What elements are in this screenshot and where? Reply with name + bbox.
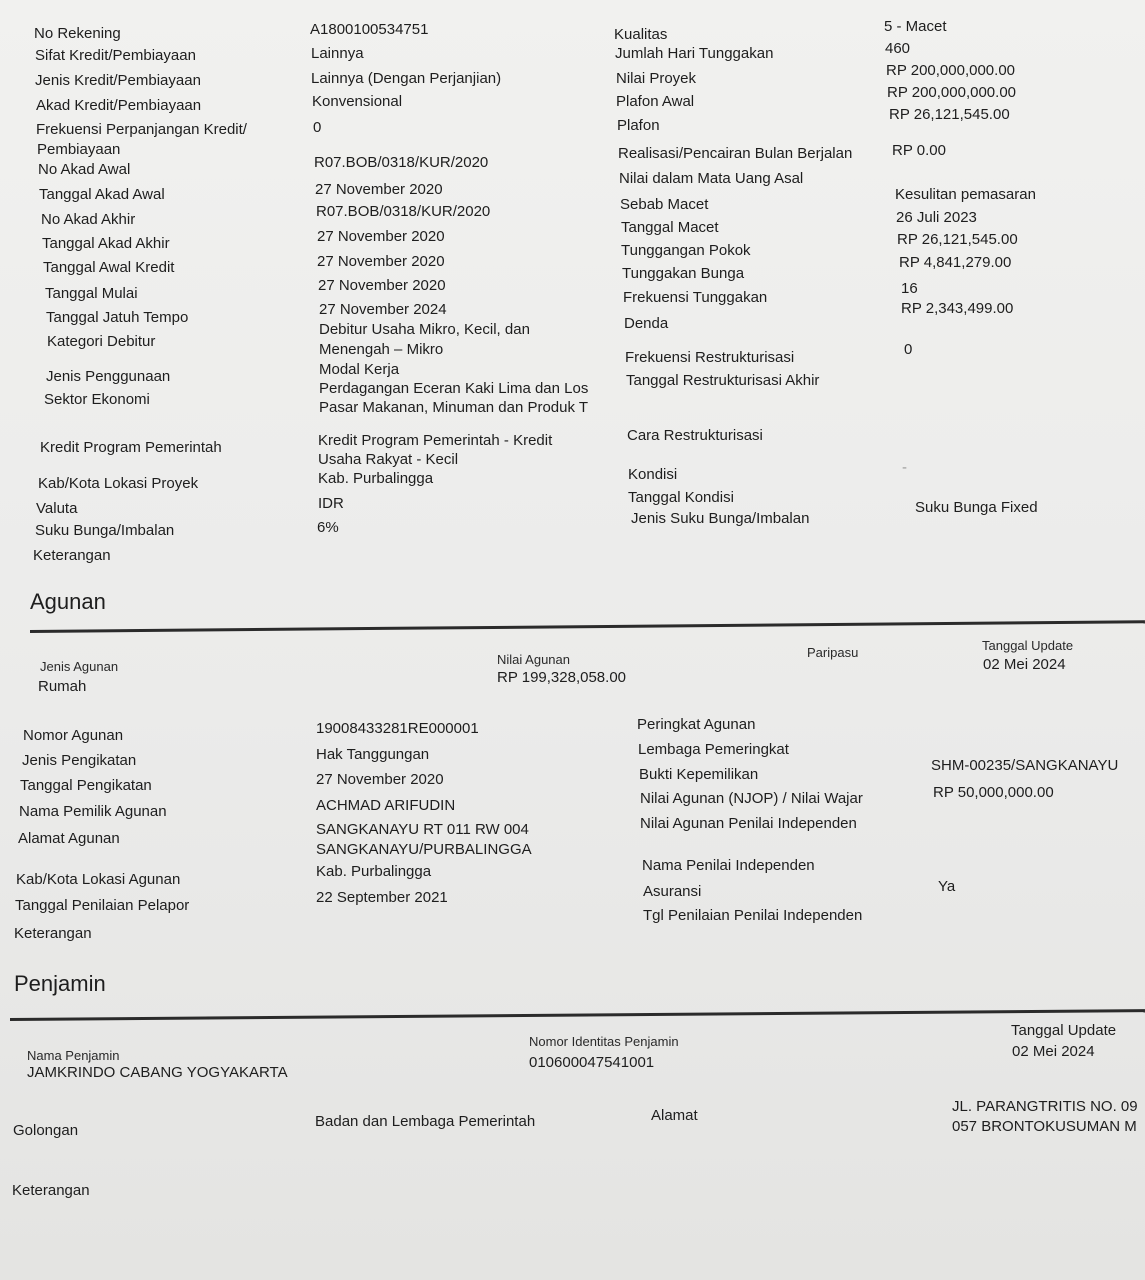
value-tunggangan-pokok: RP 26,121,545.00 [897, 231, 1018, 248]
label-tanggal-restrukturisasi: Tanggal Restrukturisasi Akhir [626, 372, 820, 389]
value-nomor-identitas-penjamin: 010600047541001 [529, 1054, 655, 1071]
label-nomor-agunan: Nomor Agunan [23, 727, 124, 744]
label-keterangan-kredit: Keterangan [33, 547, 111, 564]
value-jenis-suku-bunga: Suku Bunga Fixed [915, 499, 1038, 516]
label-lembaga-pemeringkat: Lembaga Pemeringkat [638, 741, 789, 758]
value-asuransi: Ya [938, 878, 956, 895]
value-kab-kota-agunan: Kab. Purbalingga [316, 863, 432, 880]
value-no-akad-awal: R07.BOB/0318/KUR/2020 [314, 154, 489, 171]
value-plafon-awal: RP 200,000,000.00 [887, 84, 1017, 101]
value-tunggakan-bunga: RP 4,841,279.00 [899, 254, 1012, 271]
value-jenis-agunan: Rumah [38, 678, 87, 695]
label-tunggangan-pokok: Tunggangan Pokok [621, 242, 751, 259]
section-title-agunan: Agunan [30, 589, 106, 614]
label-bukti-kepemilikan: Bukti Kepemilikan [639, 766, 759, 783]
value-kategori-debitur-2: Menengah – Mikro [319, 341, 444, 358]
label-paripasu: Paripasu [807, 645, 859, 660]
label-nama-penjamin: Nama Penjamin [27, 1048, 120, 1063]
value-alamat-penjamin-2: 057 BRONTOKUSUMAN M [952, 1118, 1137, 1135]
label-tanggal-awal-kredit: Tanggal Awal Kredit [43, 259, 175, 276]
value-kondisi: - [902, 459, 907, 476]
value-sektor-ekonomi: Perdagangan Eceran Kaki Lima dan Los [319, 380, 589, 397]
value-frekuensi-perpanjangan: 0 [313, 119, 322, 136]
value-tanggal-jatuh-tempo: 27 November 2024 [319, 301, 447, 318]
label-jumlah-hari-tunggakan: Jumlah Hari Tunggakan [615, 45, 774, 62]
label-jenis-suku-bunga: Jenis Suku Bunga/Imbalan [631, 510, 810, 527]
label-tanggal-update-penjamin: Tanggal Update [1011, 1022, 1117, 1039]
value-alamat-agunan: SANGKANAYU RT 011 RW 004 [316, 821, 529, 838]
value-bukti-kepemilikan: SHM-00235/SANGKANAYU [931, 757, 1119, 774]
value-tanggal-update-agunan: 02 Mei 2024 [983, 656, 1066, 673]
value-kategori-debitur: Debitur Usaha Mikro, Kecil, dan [319, 321, 530, 338]
label-plafon: Plafon [617, 117, 660, 134]
value-suku-bunga: 6% [317, 519, 339, 536]
label-tanggal-mulai: Tanggal Mulai [45, 285, 138, 302]
value-nilai-proyek: RP 200,000,000.00 [886, 62, 1016, 79]
value-kredit-program: Kredit Program Pemerintah - Kredit [318, 432, 553, 449]
penjamin-divider [10, 1009, 1145, 1021]
value-nama-pemilik-agunan: ACHMAD ARIFUDIN [316, 797, 456, 814]
label-kategori-debitur: Kategori Debitur [47, 333, 156, 350]
value-akad-kredit: Konvensional [312, 93, 403, 110]
label-peringkat-agunan: Peringkat Agunan [637, 716, 756, 733]
label-kab-kota-proyek: Kab/Kota Lokasi Proyek [38, 475, 199, 492]
value-no-akad-akhir: R07.BOB/0318/KUR/2020 [316, 203, 491, 220]
value-tanggal-akad-akhir: 27 November 2020 [317, 228, 445, 245]
label-nama-penilai-independen: Nama Penilai Independen [642, 857, 815, 874]
value-tanggal-awal-kredit: 27 November 2020 [317, 253, 445, 270]
value-jenis-penggunaan: Modal Kerja [319, 361, 400, 378]
value-frekuensi-restrukturisasi: 0 [904, 341, 913, 358]
label-no-rekening: No Rekening [34, 25, 121, 42]
label-alamat-agunan: Alamat Agunan [18, 830, 120, 847]
value-tanggal-pengikatan: 27 November 2020 [316, 771, 444, 788]
label-tanggal-akad-awal: Tanggal Akad Awal [39, 186, 165, 203]
label-jenis-agunan: Jenis Agunan [40, 659, 119, 674]
label-tanggal-kondisi: Tanggal Kondisi [628, 489, 734, 506]
label-kredit-program: Kredit Program Pemerintah [40, 439, 222, 456]
label-nomor-identitas-penjamin: Nomor Identitas Penjamin [529, 1034, 679, 1049]
value-golongan: Badan dan Lembaga Pemerintah [315, 1113, 536, 1130]
value-frekuensi-tunggakan: 16 [901, 280, 918, 297]
value-nomor-agunan: 19008433281RE000001 [316, 720, 479, 737]
value-no-rekening: A1800100534751 [310, 21, 429, 38]
value-jumlah-hari-tunggakan: 460 [885, 40, 911, 57]
value-plafon: RP 26,121,545.00 [889, 106, 1010, 123]
label-plafon-awal: Plafon Awal [616, 93, 695, 110]
label-sektor-ekonomi: Sektor Ekonomi [44, 391, 150, 408]
value-kab-kota-proyek: Kab. Purbalingga [318, 470, 434, 487]
label-nilai-agunan: Nilai Agunan [497, 652, 570, 667]
value-nilai-agunan-njop: RP 50,000,000.00 [933, 784, 1054, 801]
label-tanggal-update-agunan: Tanggal Update [982, 638, 1074, 653]
label-frekuensi-perpanjangan: Frekuensi Perpanjangan Kredit/ [36, 121, 247, 138]
label-nilai-proyek: Nilai Proyek [616, 70, 697, 87]
label-sebab-macet: Sebab Macet [620, 196, 709, 213]
value-alamat-penjamin: JL. PARANGTRITIS NO. 09 [952, 1098, 1138, 1115]
label-tanggal-macet: Tanggal Macet [621, 219, 719, 236]
value-tanggal-macet: 26 Juli 2023 [896, 209, 977, 226]
label-tgl-penilaian-independen: Tgl Penilaian Penilai Independen [643, 907, 863, 924]
label-frekuensi-restrukturisasi: Frekuensi Restrukturisasi [625, 349, 795, 366]
label-keterangan-agunan: Keterangan [14, 925, 92, 942]
label-jenis-pengikatan: Jenis Pengikatan [22, 752, 137, 769]
label-alamat-penjamin: Alamat [651, 1107, 698, 1124]
value-denda: RP 2,343,499.00 [901, 300, 1014, 317]
label-suku-bunga: Suku Bunga/Imbalan [35, 522, 175, 539]
label-jenis-penggunaan: Jenis Penggunaan [46, 368, 171, 385]
label-kab-kota-agunan: Kab/Kota Lokasi Agunan [16, 871, 181, 888]
section-title-penjamin: Penjamin [14, 971, 106, 996]
value-kredit-program-2: Usaha Rakyat - Kecil [318, 451, 459, 468]
label-sifat-kredit: Sifat Kredit/Pembiayaan [35, 47, 196, 64]
label-tanggal-jatuh-tempo: Tanggal Jatuh Tempo [46, 309, 189, 326]
label-golongan: Golongan [13, 1122, 79, 1139]
value-valuta: IDR [318, 495, 344, 512]
label-tunggakan-bunga: Tunggakan Bunga [622, 265, 745, 282]
label-cara-restrukturisasi: Cara Restrukturisasi [627, 427, 763, 444]
label-akad-kredit: Akad Kredit/Pembiayaan [36, 97, 202, 114]
label-no-akad-akhir: No Akad Akhir [41, 211, 136, 228]
label-nilai-mata-uang-asal: Nilai dalam Mata Uang Asal [619, 170, 804, 187]
label-valuta: Valuta [36, 500, 78, 517]
value-jenis-kredit: Lainnya (Dengan Perjanjian) [311, 70, 502, 87]
label-realisasi: Realisasi/Pencairan Bulan Berjalan [618, 145, 853, 162]
label-kualitas: Kualitas [614, 26, 668, 43]
value-tanggal-akad-awal: 27 November 2020 [315, 181, 443, 198]
value-tanggal-mulai: 27 November 2020 [318, 277, 446, 294]
label-tanggal-penilaian-pelapor: Tanggal Penilaian Pelapor [15, 897, 190, 914]
label-frekuensi-perpanjangan-2: Pembiayaan [37, 141, 121, 158]
label-tanggal-akad-akhir: Tanggal Akad Akhir [42, 235, 170, 252]
label-no-akad-awal: No Akad Awal [38, 161, 131, 178]
label-frekuensi-tunggakan: Frekuensi Tunggakan [623, 289, 768, 306]
label-kondisi: Kondisi [628, 466, 678, 483]
value-sektor-ekonomi-2: Pasar Makanan, Minuman dan Produk T [319, 399, 589, 416]
value-alamat-agunan-2: SANGKANAYU/PURBALINGGA [316, 841, 532, 858]
label-nilai-agunan-independen: Nilai Agunan Penilai Independen [640, 815, 857, 832]
value-tanggal-penilaian-pelapor: 22 September 2021 [316, 889, 448, 906]
value-kualitas: 5 - Macet [884, 18, 947, 35]
agunan-divider [30, 620, 1145, 633]
label-nilai-agunan-njop: Nilai Agunan (NJOP) / Nilai Wajar [640, 790, 863, 807]
label-keterangan-penjamin: Keterangan [12, 1182, 90, 1199]
value-nilai-agunan: RP 199,328,058.00 [497, 669, 627, 686]
label-asuransi: Asuransi [643, 883, 702, 900]
value-tanggal-update-penjamin: 02 Mei 2024 [1012, 1043, 1095, 1060]
label-jenis-kredit: Jenis Kredit/Pembiayaan [35, 72, 201, 89]
value-nama-penjamin: JAMKRINDO CABANG YOGYAKARTA [27, 1064, 288, 1081]
value-sebab-macet: Kesulitan pemasaran [895, 186, 1036, 203]
value-sifat-kredit: Lainnya [311, 45, 364, 62]
label-nama-pemilik-agunan: Nama Pemilik Agunan [19, 803, 167, 820]
value-jenis-pengikatan: Hak Tanggungan [316, 746, 430, 763]
label-denda: Denda [624, 315, 669, 332]
value-realisasi: RP 0.00 [892, 142, 946, 159]
label-tanggal-pengikatan: Tanggal Pengikatan [20, 777, 152, 794]
